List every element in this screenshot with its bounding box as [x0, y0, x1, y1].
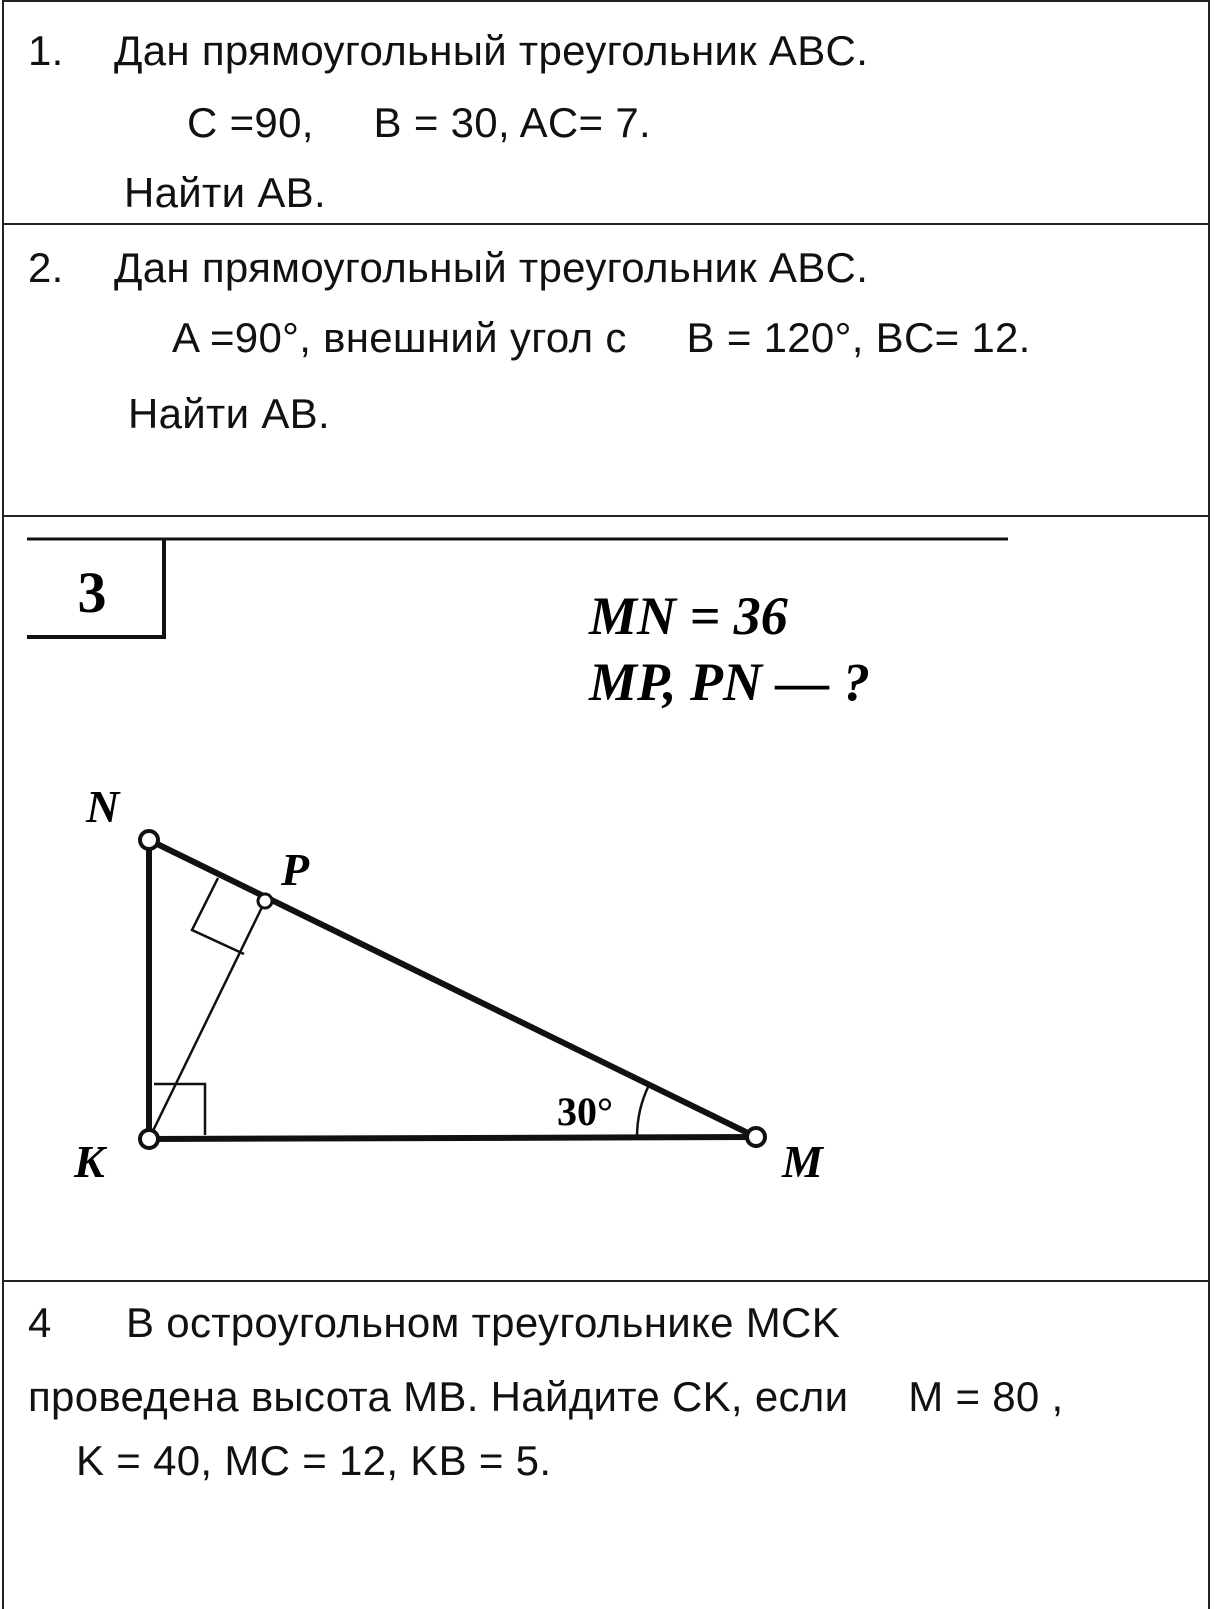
task-2-box: [2, 223, 1210, 517]
vertex-n: [140, 831, 158, 849]
task-1-find: Найти AB.: [124, 169, 326, 216]
right-angle-p: [192, 878, 244, 954]
task-4-box: [2, 1280, 1210, 1609]
right-angle-k: [154, 1084, 205, 1135]
angle-label-m: 30°: [557, 1089, 613, 1134]
segment-km: [149, 1137, 756, 1139]
task-3-question: MP, PN — ?: [589, 652, 871, 712]
task-1-statement: Дан прямоугольный треугольник ABC.: [114, 27, 869, 74]
task-1-number: 1.: [28, 27, 64, 74]
vertex-p: [258, 894, 272, 908]
task-2-statement: Дан прямоугольный треугольник ABC.: [114, 244, 869, 291]
task-4-line-2: проведена высота MB. Найдите CK, если M = 80 ,: [28, 1373, 1064, 1420]
task-1-given: C =90, B = 30, AC= 7.: [187, 99, 651, 146]
task-2-find: Найти AB.: [128, 390, 330, 437]
label-p: P: [281, 844, 310, 895]
task-3-given: MN = 36: [589, 586, 788, 646]
task-3-figure: [4, 517, 1208, 1280]
task-3-box: [2, 515, 1210, 1282]
task-4-line-1: В остроугольном треугольнике MCK: [126, 1299, 841, 1346]
segment-nm: [149, 840, 756, 1137]
task-2-given: A =90°, внешний угол с B = 120°, BC= 12.: [172, 314, 1031, 361]
task-4-line-3: K = 40, MC = 12, KB = 5.: [76, 1437, 552, 1484]
vertex-k: [140, 1130, 158, 1148]
task-3-number: 3: [77, 560, 107, 625]
label-m: M: [782, 1136, 823, 1187]
label-n: N: [86, 781, 120, 832]
task-2-number: 2.: [28, 244, 64, 291]
label-k: K: [74, 1136, 105, 1187]
task-1-box: [2, 0, 1210, 225]
angle-arc-m: [637, 1085, 649, 1137]
task-4-number: 4: [28, 1299, 52, 1346]
vertex-m: [747, 1128, 765, 1146]
